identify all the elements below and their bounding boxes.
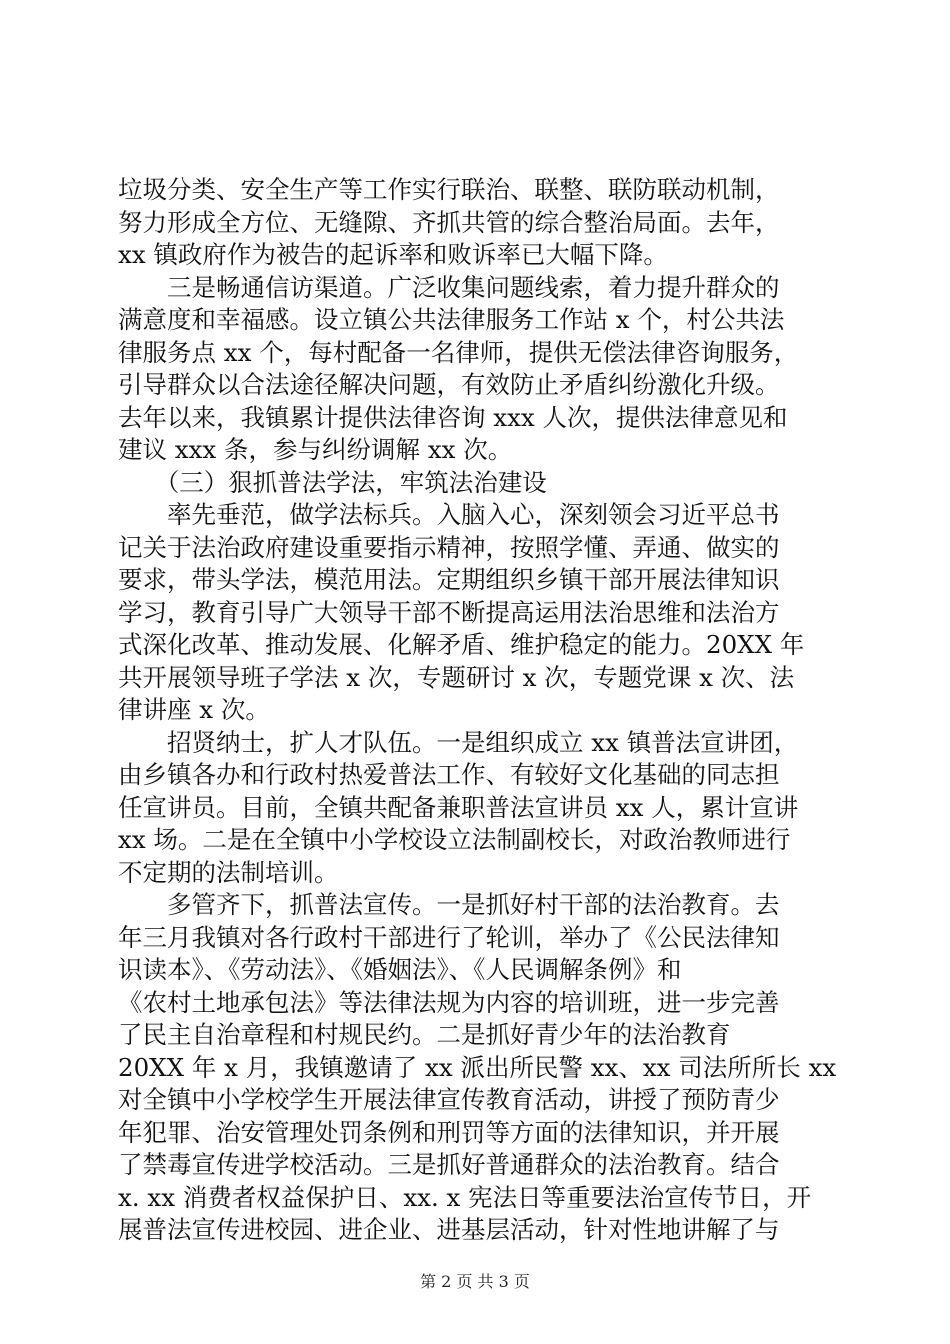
text-line: 20XX 年 x 月，我镇邀请了 xx 派出所民警 xx、xx 司法所所长 xx xyxy=(118,1053,837,1082)
text-line: 多管齐下，抓普法宣传。一是抓好村干部的法治教育。去 xyxy=(118,890,780,919)
text-line: 对全镇中小学校学生开展法律宣传教育活动，讲授了预防青少 xyxy=(118,1085,780,1114)
text-line: 了民主自治章程和村规民约。二是抓好青少年的法治教育 xyxy=(118,1020,731,1049)
text-line: 识读本》、《劳动法》、《婚姻法》、《人民调解条例》和 xyxy=(118,955,682,984)
text-line: 引导群众以合法途径解决问题，有效防止矛盾纠纷激化升级。 xyxy=(118,370,780,399)
text-line: xx 镇政府作为被告的起诉率和败诉率已大幅下降。 xyxy=(118,240,668,269)
text-line: 律服务点 xx 个，每村配备一名律师，提供无偿法律咨询服务， xyxy=(118,338,799,367)
text-line: 式深化改革、推动发展、化解矛盾、维护稳定的能力。20XX 年 xyxy=(118,630,805,659)
text-line: 满意度和幸福感。设立镇公共法律服务工作站 x 个，村公共法 xyxy=(118,305,785,334)
page-footer: 第 2 页 共 3 页 xyxy=(420,1272,530,1291)
text-line: 招贤纳士，扩人才队伍。一是组织成立 xx 镇普法宣讲团， xyxy=(118,728,799,757)
text-line: 年三月我镇对各行政村干部进行了轮训，举办了《公民法律知 xyxy=(118,923,780,952)
text-line: 去年以来，我镇累计提供法律咨询 xxx 人次，提供法律意见和 xyxy=(118,403,788,432)
text-line: 努力形成全方位、无缝隙、齐抓共管的综合整治局面。去年， xyxy=(118,208,780,237)
text-line: 三是畅通信访渠道。广泛收集问题线索，着力提升群众的 xyxy=(118,273,780,302)
text-line: 不定期的法制培训。 xyxy=(118,858,339,887)
text-line: 了禁毒宣传进学校活动。三是抓好普通群众的法治教育。结合 xyxy=(118,1150,780,1179)
text-line: 学习，教育引导广大领导干部不断提高运用法治思维和法治方 xyxy=(118,598,780,627)
text-line: 任宣讲员。目前，全镇共配备兼职普法宣讲员 xx 人，累计宣讲 xyxy=(118,793,799,822)
text-line: xx 场。二是在全镇中小学校设立法制副校长，对政治教师进行 xyxy=(118,825,791,854)
text-line: 垃圾分类、安全生产等工作实行联治、联整、联防联动机制， xyxy=(118,175,780,204)
text-line: 《农村土地承包法》等法律法规为内容的培训班，进一步完善 xyxy=(118,988,780,1017)
text-line: 建议 xxx 条，参与纠纷调解 xx 次。 xyxy=(118,435,513,464)
text-line: 年犯罪、治安管理处罚条例和刑罚等方面的法律知识，并开展 xyxy=(118,1118,780,1147)
text-line: 律讲座 x 次。 xyxy=(118,695,270,724)
text-line: 率先垂范，做学法标兵。入脑入心，深刻领会习近平总书 xyxy=(118,500,780,529)
text-line: 要求，带头学法，模范用法。定期组织乡镇干部开展法律知识 xyxy=(118,565,780,594)
text-line: x. xx 消费者权益保护日、xx. x 宪法日等重要法治宣传节日，开 xyxy=(118,1183,812,1212)
text-line: 共开展领导班子学法 x 次，专题研讨 x 次，专题党课 x 次、法 xyxy=(118,663,795,692)
text-line: 展普法宣传进校园、进企业、进基层活动，针对性地讲解了与 xyxy=(118,1215,780,1244)
text-line: 记关于法治政府建设重要指示精神，按照学懂、弄通、做实的 xyxy=(118,533,780,562)
section-heading: （三）狠抓普法学法，牢筑法治建设 xyxy=(118,468,547,497)
text-line: 由乡镇各办和行政村热爱普法工作、有较好文化基础的同志担 xyxy=(118,760,780,789)
